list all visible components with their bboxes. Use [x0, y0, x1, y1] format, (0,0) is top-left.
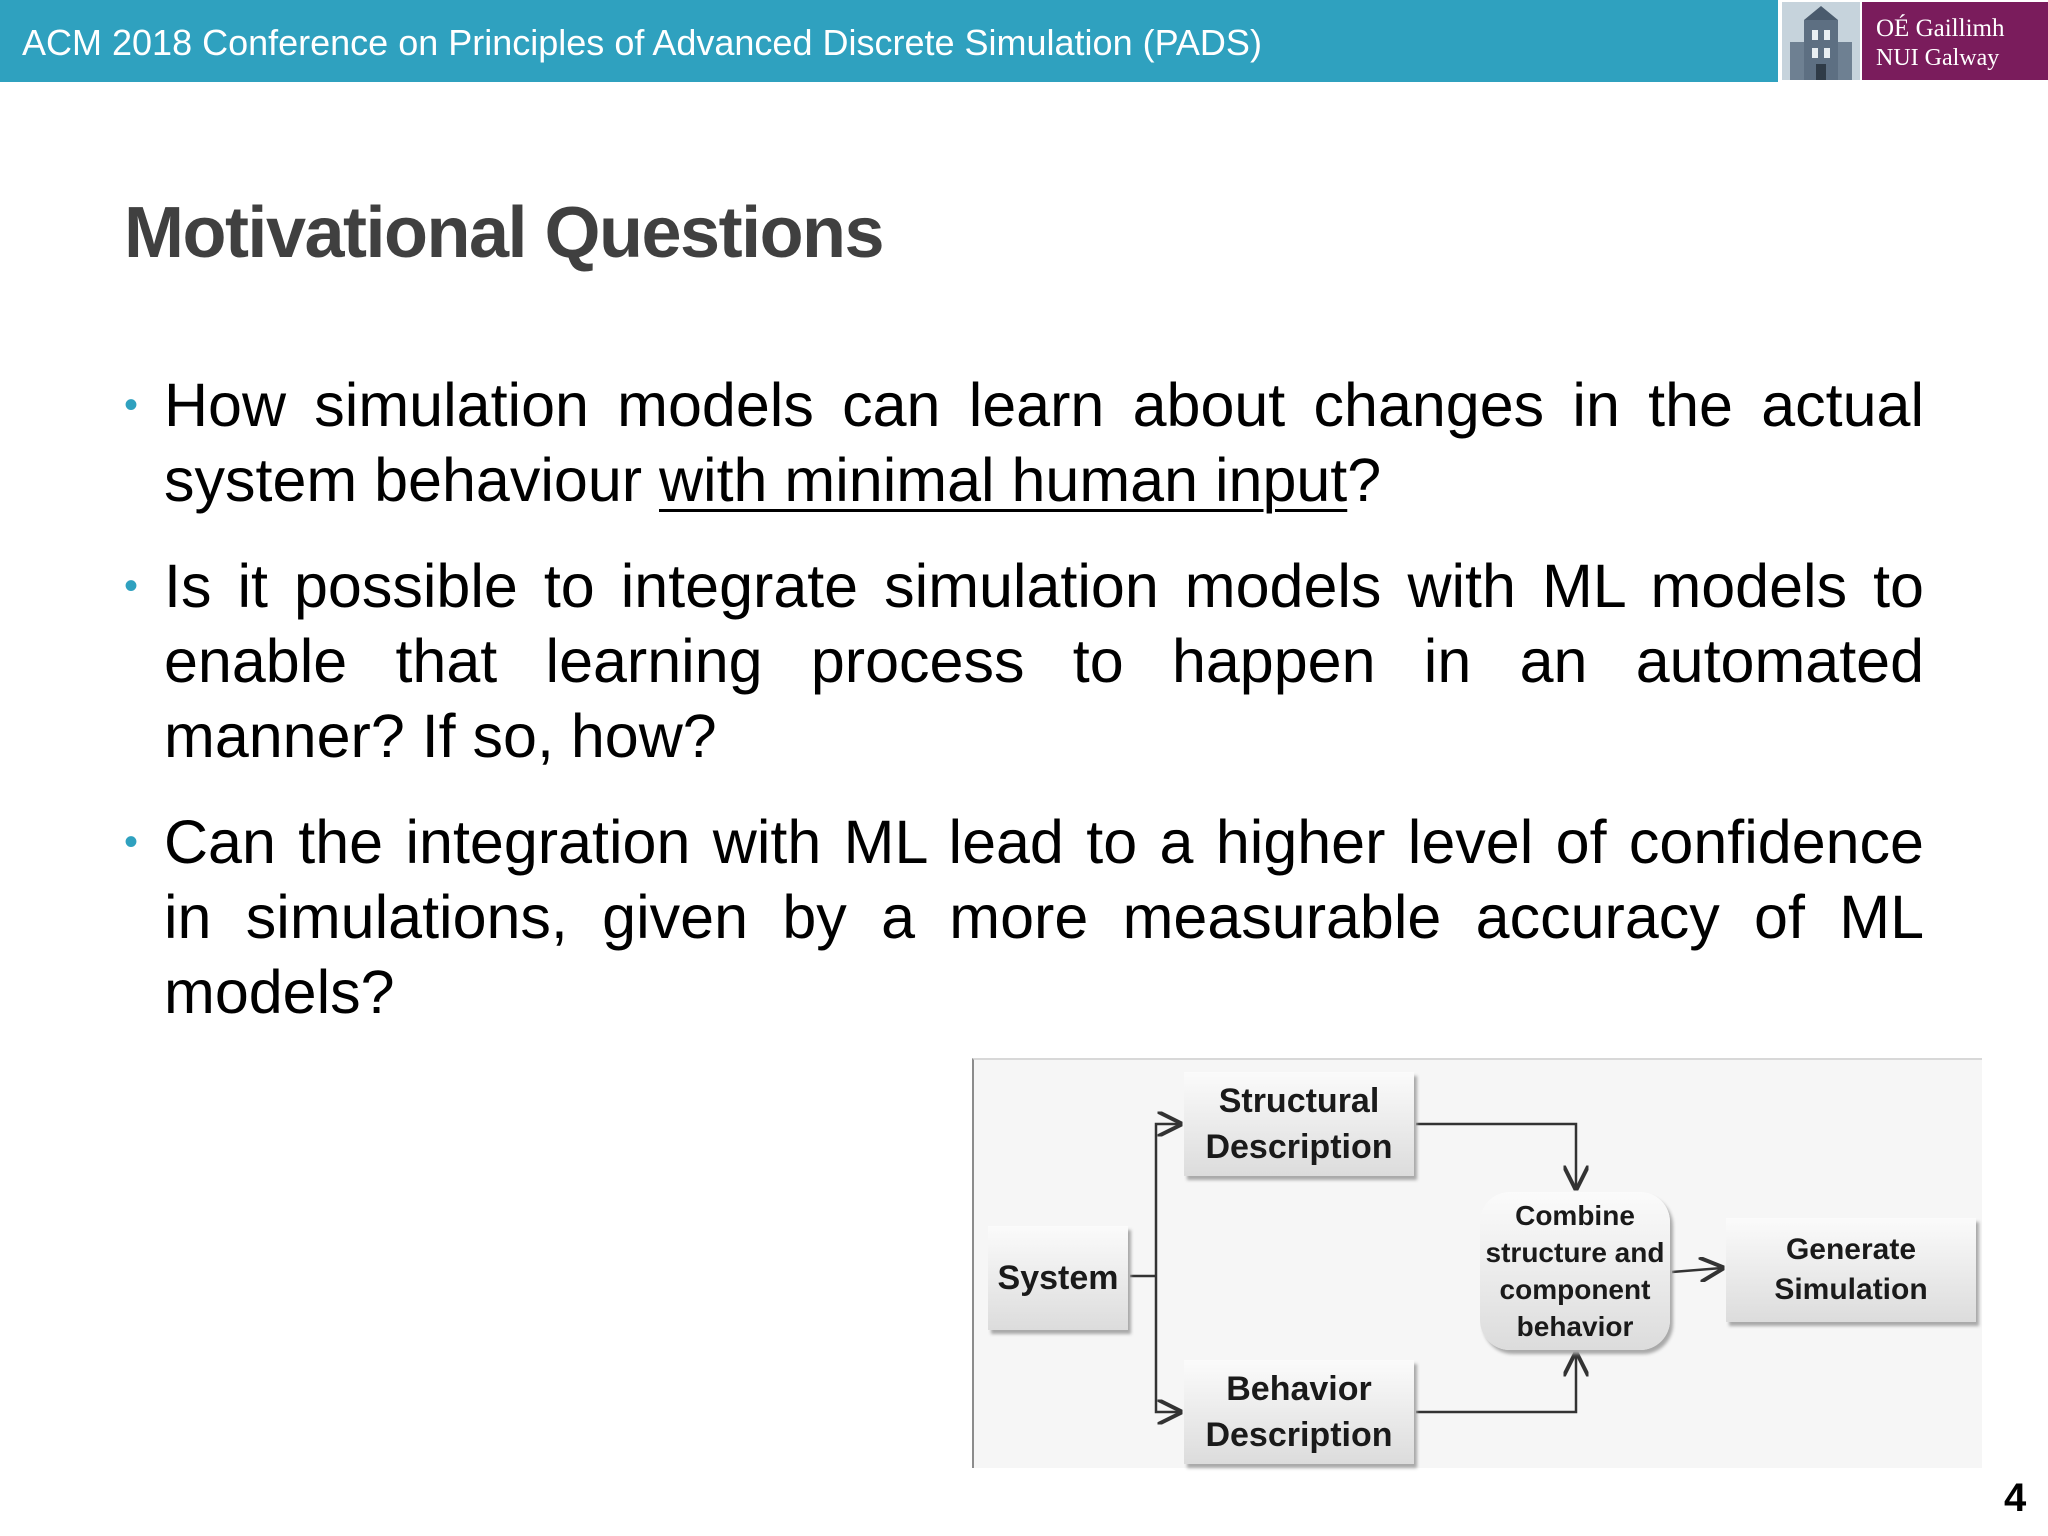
system-label: System	[997, 1258, 1119, 1297]
nui-galway-logo	[1778, 0, 2048, 82]
connector-combine-to-generate	[1672, 1268, 1722, 1272]
bullet-text: Is it possible to integrate simulation models with ML models to enable that learning process to happen in an automated manner? If so, how?	[164, 552, 1924, 770]
connector-behavior-to-combine	[1416, 1354, 1576, 1412]
university-crest-icon	[1782, 2, 1860, 80]
bullet-text-end: ?	[1347, 446, 1382, 514]
behavior-description-box	[1184, 1360, 1414, 1464]
conference-title: ACM 2018 Conference on Principles of Advanced Discrete Simulation (PADS)	[22, 22, 1262, 63]
bullet-text: Can the integration with ML lead to a higher level of confidence in simulations, given by a more measurable accuracy of ML models?	[164, 808, 1924, 1026]
bullet-underlined-text: with minimal human input	[659, 446, 1348, 514]
page-number: 4	[2004, 1476, 2027, 1520]
connector-to-structural	[1156, 1124, 1180, 1276]
logo-wordmark	[1862, 2, 2048, 80]
bullet-item	[124, 549, 1924, 774]
behavior-description-label: Behavior Description	[1205, 1370, 1393, 1454]
structural-description-label: Structural Description	[1205, 1082, 1393, 1166]
generate-simulation-box	[1726, 1218, 1976, 1322]
bullet-item	[124, 368, 1924, 518]
bullet-list	[124, 368, 1924, 1061]
connector-structural-to-combine	[1416, 1124, 1576, 1188]
logo-english-name: NUI Galway	[1876, 45, 2000, 71]
bullet-text: How simulation models can learn about changes in the actual system behaviour	[164, 371, 1924, 514]
simulation-flow-diagram	[972, 1058, 1982, 1468]
connector-to-behavior	[1156, 1276, 1180, 1412]
bullet-dot-icon: •	[124, 564, 139, 608]
bullet-dot-icon: •	[124, 820, 139, 864]
header-bar	[0, 0, 2048, 82]
bullet-dot-icon: •	[124, 383, 139, 427]
logo-irish-name: OÉ Gaillimh	[1876, 15, 2005, 42]
generate-simulation-label: Generate Simulation	[1774, 1233, 1928, 1306]
system-box	[988, 1226, 1128, 1330]
combine-box	[1480, 1192, 1670, 1350]
structural-description-box	[1184, 1072, 1414, 1176]
slide-title: Motivational Questions	[124, 193, 884, 273]
bullet-item	[124, 805, 1924, 1030]
combine-label: Combine structure and component behavior	[1485, 1200, 1665, 1342]
